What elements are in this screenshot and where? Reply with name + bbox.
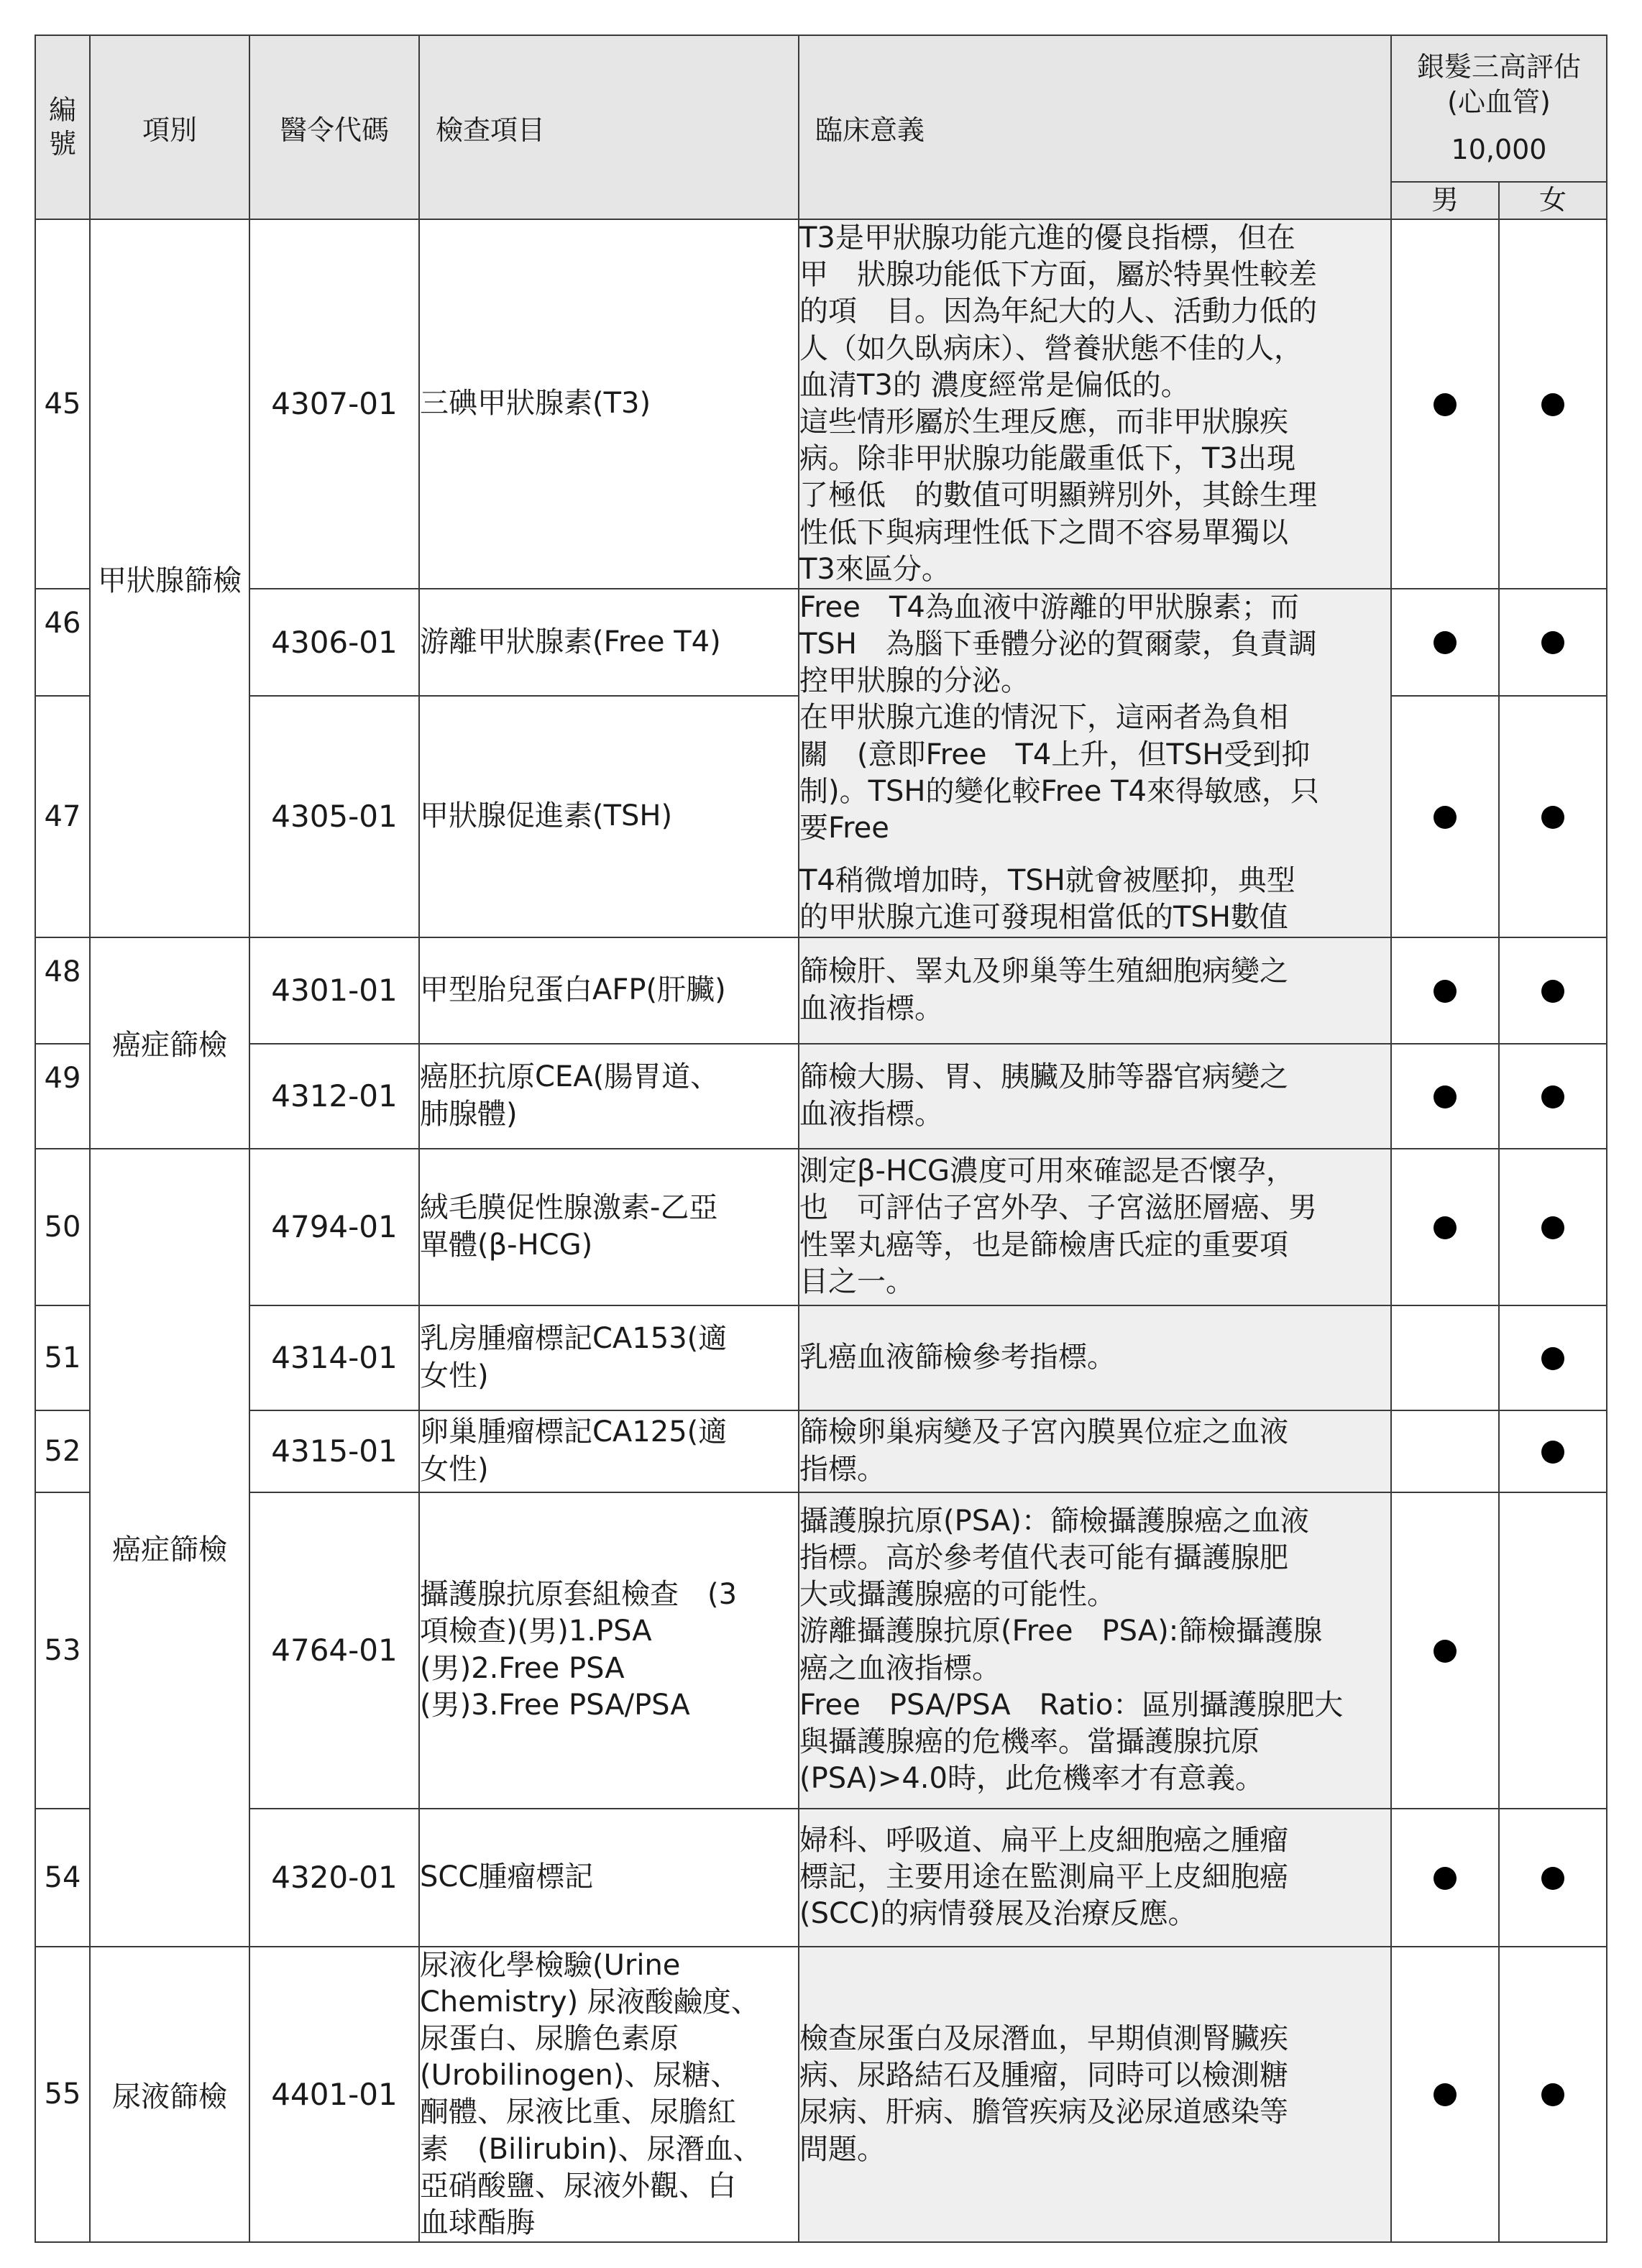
header-package	[1391, 35, 1607, 219]
header-male: 男	[1431, 184, 1459, 216]
header-no: 編號	[35, 35, 90, 219]
order-code: 4301-01	[249, 937, 419, 1044]
included-dot-icon	[1434, 1867, 1457, 1890]
exam-item: 絨毛膜促性腺激素-乙亞 單體(β-HCG)	[419, 1149, 799, 1305]
included-dot-icon	[1434, 2083, 1457, 2106]
included-dot-icon	[1541, 631, 1564, 654]
table-row	[35, 1149, 1607, 1305]
row-no: 52	[35, 1410, 90, 1492]
row-no: 55	[35, 1947, 90, 2243]
header-meaning: 臨床意義	[799, 35, 1391, 219]
clinical-meaning: 婦科、呼吸道、扁平上皮細胞癌之腫瘤 標記，主要用途在監測扁平上皮細胞癌 (SCC)的病情發展及治療反應。	[799, 1809, 1391, 1947]
table-row	[35, 589, 1607, 696]
female-mark	[1499, 1947, 1607, 2243]
included-dot-icon	[1434, 806, 1457, 829]
table-row	[35, 1809, 1607, 1947]
order-code: 4794-01	[249, 1149, 419, 1305]
table-row	[35, 1410, 1607, 1492]
category-label: 甲狀腺篩檢	[98, 564, 242, 597]
row-no: 54	[35, 1809, 90, 1947]
included-dot-icon	[1434, 1216, 1457, 1239]
included-dot-icon	[1434, 631, 1457, 654]
row-no: 45	[35, 219, 90, 589]
table-row	[35, 1305, 1607, 1410]
male-mark	[1391, 1149, 1499, 1305]
female-mark	[1499, 1305, 1607, 1410]
package-subtitle: (心血管)	[1447, 86, 1551, 119]
included-dot-icon	[1541, 1347, 1564, 1370]
included-dot-icon	[1434, 393, 1457, 416]
order-code: 4320-01	[249, 1809, 419, 1947]
exam-table	[35, 35, 1607, 2243]
exam-item: 甲狀腺促進素(TSH)	[419, 696, 799, 937]
included-dot-icon	[1434, 1640, 1457, 1663]
included-dot-icon	[1541, 393, 1564, 416]
order-code: 4314-01	[249, 1305, 419, 1410]
category-cell	[90, 219, 249, 937]
header-female: 女	[1498, 183, 1606, 219]
exam-item: 癌胚抗原CEA(腸胃道、 肺腺體)	[419, 1044, 799, 1149]
male-mark	[1391, 1044, 1499, 1149]
exam-item: SCC腫瘤標記	[419, 1809, 799, 1947]
header-code: 醫令代碼	[249, 35, 419, 219]
order-code: 4305-01	[249, 696, 419, 937]
header-category: 項別	[90, 35, 249, 219]
clinical-meaning: 篩檢肝、睪丸及卵巢等生殖細胞病變之 血液指標。	[799, 937, 1391, 1044]
package-title: 銀髮三高評估	[1417, 50, 1582, 83]
exam-item: 尿液化學檢驗(Urine Chemistry) 尿液酸鹼度、 尿蛋白、尿膽色素原 (Urobilinogen)、尿糖、 酮體、尿液比重、尿膽紅 素 (Bilirubin)、尿潛血、 亞硝酸鹽、尿液外觀、白 血球酯脢	[419, 1947, 799, 2243]
female-mark	[1499, 1492, 1607, 1809]
female-mark	[1499, 937, 1607, 1044]
table-row	[35, 1947, 1607, 2243]
included-dot-icon	[1541, 806, 1564, 829]
included-dot-icon	[1434, 1085, 1457, 1108]
category-label: 癌症篩檢	[112, 1029, 227, 1062]
male-mark	[1391, 1305, 1499, 1410]
order-code: 4401-01	[249, 1947, 419, 2243]
male-mark	[1391, 589, 1499, 696]
female-mark	[1499, 589, 1607, 696]
clinical-meaning: 篩檢卵巢病變及子宮內膜異位症之血液 指標。	[799, 1410, 1391, 1492]
category-label: 尿液篩檢	[112, 2080, 227, 2113]
included-dot-icon	[1541, 1085, 1564, 1108]
female-mark	[1499, 1149, 1607, 1305]
order-code: 4306-01	[249, 589, 419, 696]
clinical-meaning: 測定β-HCG濃度可用來確認是否懷孕， 也 可評估子宮外孕、子宮滋胚層癌、男 性睪丸癌等，也是篩檢唐氏症的重要項 目之一。	[799, 1149, 1391, 1305]
female-mark	[1499, 696, 1607, 937]
table-row	[35, 937, 1607, 1044]
male-mark	[1391, 696, 1499, 937]
exam-item: 三碘甲狀腺素(T3)	[419, 219, 799, 589]
row-no: 47	[35, 696, 90, 937]
male-mark	[1391, 1492, 1499, 1809]
included-dot-icon	[1541, 1441, 1564, 1464]
included-dot-icon	[1541, 980, 1564, 1003]
clinical-meaning: Free T4為血液中游離的甲狀腺素；而 TSH 為腦下垂體分泌的賀爾蒙，負責調 控甲狀腺的分泌。 在甲狀腺亢進的情況下，這兩者為負相 關 (意即Free T4上升，但TSH受到抑 制)。TSH的變化較Free T4來得敏感，只 要Free T4稍微增加時，TSH就會被壓抑，典型 的甲狀腺亢進可發現相當低的TSH數值	[799, 589, 1391, 937]
category-cell	[90, 1149, 249, 1947]
exam-item: 甲型胎兒蛋白AFP(肝臟)	[419, 937, 799, 1044]
male-mark	[1391, 1410, 1499, 1492]
included-dot-icon	[1541, 1867, 1564, 1890]
female-mark	[1499, 1410, 1607, 1492]
exam-item: 游離甲狀腺素(Free T4)	[419, 589, 799, 696]
row-no: 51	[35, 1305, 90, 1410]
clinical-meaning: 檢查尿蛋白及尿潛血，早期偵測腎臟疾 病、尿路結石及腫瘤，同時可以檢測糖 尿病、肝病、膽管疾病及泌尿道感染等 問題。	[799, 1947, 1391, 2243]
header-exam: 檢查項目	[419, 35, 799, 219]
table-row	[35, 1044, 1607, 1149]
order-code: 4307-01	[249, 219, 419, 589]
clinical-meaning: T3是甲狀腺功能亢進的優良指標，但在 甲 狀腺功能低下方面，屬於特異性較差 的項 目。因為年紀大的人、活動力低的 人（如久臥病床）、營養狀態不佳的人， 血清T3的 濃度經常是偏低的。 這些情形屬於生理反應，而非甲狀腺疾 病。除非甲狀腺功能嚴重低下，T3出現 了極低 的數值可明顯辨別外，其餘生理 性低下與病理性低下之間不容易單獨以 T3來區分。	[799, 219, 1391, 589]
order-code: 4764-01	[249, 1492, 419, 1809]
included-dot-icon	[1541, 1216, 1564, 1239]
exam-table-sheet	[35, 35, 1607, 2243]
row-no: 48	[35, 937, 90, 1044]
order-code: 4312-01	[249, 1044, 419, 1149]
exam-item: 卵巢腫瘤標記CA125(適 女性)	[419, 1410, 799, 1492]
male-mark	[1391, 937, 1499, 1044]
table-row	[35, 1492, 1607, 1809]
row-no: 50	[35, 1149, 90, 1305]
exam-item: 乳房腫瘤標記CA153(適 女性)	[419, 1305, 799, 1410]
order-code: 4315-01	[249, 1410, 419, 1492]
row-no: 49	[35, 1044, 90, 1149]
table-header-row	[35, 35, 1607, 219]
female-mark	[1499, 1809, 1607, 1947]
male-mark	[1391, 1947, 1499, 2243]
category-cell	[90, 937, 249, 1149]
category-cell	[90, 1947, 249, 2243]
category-label: 癌症篩檢	[112, 1533, 227, 1567]
clinical-meaning: 篩檢大腸、胃、胰臟及肺等器官病變之 血液指標。	[799, 1044, 1391, 1149]
clinical-meaning: 乳癌血液篩檢參考指標。	[799, 1305, 1391, 1410]
included-dot-icon	[1541, 2083, 1564, 2106]
clinical-meaning: 攝護腺抗原(PSA)：篩檢攝護腺癌之血液 指標。高於參考值代表可能有攝護腺肥 大或攝護腺癌的可能性。 游離攝護腺抗原(Free PSA):篩檢攝護腺 癌之血液指標。 Free PSA/PSA Ratio：區別攝護腺肥大 與攝護腺癌的危機率。當攝護腺抗原 (PSA)>4.0時，此危機率才有意義。	[799, 1492, 1391, 1809]
exam-item: 攝護腺抗原套組檢查 (3 項檢查)(男)1.PSA (男)2.Free PSA (男)3.Free PSA/PSA	[419, 1492, 799, 1809]
female-mark	[1499, 219, 1607, 589]
package-price: 10,000	[1451, 133, 1547, 165]
row-no: 46	[35, 589, 90, 696]
male-mark	[1391, 219, 1499, 589]
female-mark	[1499, 1044, 1607, 1149]
row-no: 53	[35, 1492, 90, 1809]
table-row	[35, 219, 1607, 589]
included-dot-icon	[1434, 980, 1457, 1003]
male-mark	[1391, 1809, 1499, 1947]
